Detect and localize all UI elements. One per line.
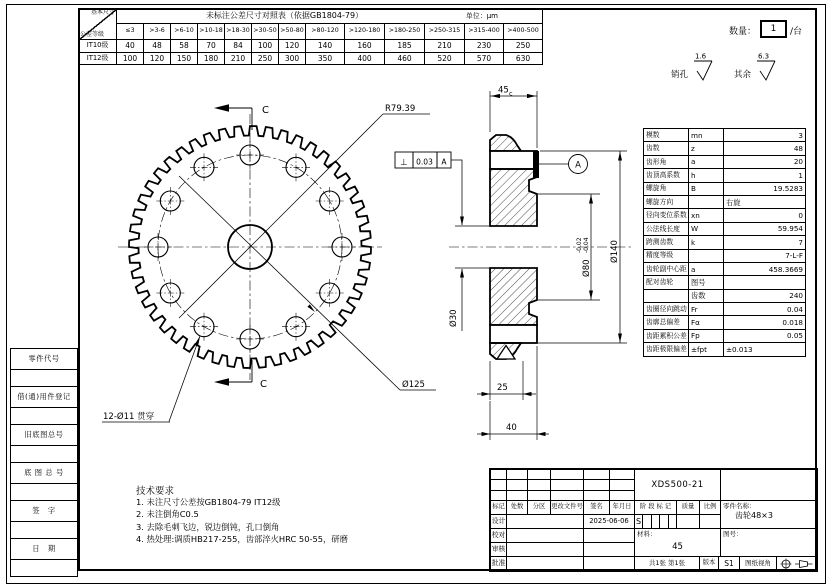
tolerance-table: 基本尺寸 公差等级 未标注公差尺寸对照表（依据GB1804-79） 单位：μm ≤3 >3-6 >6-10 >10-18 >18-30 >30-50 >50-80 >80-120 >120-180 >180-250 >250-315 >315-400 >400-500 IT10级 40 48 58 70 84 100 120 140 160 185 210 230 250 IT12级 100 120 150 180 210 250 300 350 400 460 520 570 630 <box>78 8 543 65</box>
tip-radius-leader <box>179 104 430 318</box>
rest-roughness-value: 6.3 <box>758 52 770 61</box>
margin-blank-box <box>10 483 78 501</box>
perp-value: 0.03 <box>416 157 433 167</box>
margin-label: 签 字 <box>10 500 78 522</box>
section-letter-top: C <box>262 105 269 116</box>
figure-number-cell <box>721 529 816 557</box>
margin-label-column <box>10 348 78 577</box>
dim-80-text: Ø80 <box>582 259 592 277</box>
projection-symbol-cell <box>777 557 816 570</box>
rest-roughness <box>734 53 775 81</box>
part-name-cell <box>721 501 816 529</box>
part-name-label: 零件名称： <box>723 502 756 510</box>
version-label: 版本 <box>700 557 719 570</box>
dim-rim-25 <box>477 361 536 400</box>
title-block: 标记 处数 分区 更改文件号 签名 年月日 设计 2025-06-06 校对 审核 批准 S XDS500-21 阶 段 标 记 质量 比例 零件名称： 齿轮48×3 材料： 45 图号： 共1张 第1张 版本 S1 图纸视角 <box>489 468 818 572</box>
dim-bore-30 <box>448 160 489 331</box>
dim-30-text: Ø30 <box>449 309 459 327</box>
rest-label: 其余 <box>734 70 752 80</box>
quantity-value: 1 <box>770 24 777 34</box>
rim-top-section <box>490 135 521 151</box>
quantity-box <box>760 20 787 38</box>
dim-80-upper-tol: -0.02 <box>576 237 583 253</box>
margin-label: 日 期 <box>10 538 78 560</box>
gear-section-view <box>449 135 633 359</box>
margin-blank-box <box>10 559 78 577</box>
dim-45-text: 45 <box>498 85 509 96</box>
sheet-count: 共1张 第1张 <box>635 557 700 570</box>
empty-top-cell <box>721 470 816 501</box>
bolt-circle-label: Ø125 <box>402 380 425 390</box>
datum-target-band <box>533 151 539 178</box>
margin-blank-box <box>10 521 78 539</box>
dim-45-fit: c <box>509 89 513 98</box>
rim-band-top <box>490 151 537 169</box>
bolt-circle-leader <box>179 176 436 390</box>
datum-letter: A <box>575 160 581 171</box>
pin-hole-roughness-value: 1.6 <box>695 52 707 61</box>
material-value: 45 <box>672 541 683 552</box>
projection-icon <box>778 558 815 570</box>
tech-requirement-item: 3. 去除毛刺飞边，锐边倒钝，孔口倒角 <box>136 521 280 532</box>
pin-hole-roughness <box>671 53 712 81</box>
margin-label: 旧底图总号 <box>10 424 78 446</box>
datum-balloon <box>539 155 588 174</box>
tech-requirements-title: 技术要求 <box>136 486 175 497</box>
dim-140-text: Ø140 <box>610 240 620 263</box>
margin-label: 借(通)用件登记 <box>10 386 78 408</box>
hub-top-section <box>490 169 537 226</box>
dim-step-40 <box>477 346 549 440</box>
dim-80-lower-tol: -0.04 <box>583 237 590 253</box>
mass-header: 质量 <box>677 501 700 515</box>
holes-label: 12-Ø11 贯穿 <box>103 412 155 422</box>
material-cell <box>635 529 721 557</box>
section-letter-bottom: C <box>260 379 267 390</box>
tech-requirement-item: 2. 未注倒角C0.5 <box>136 509 199 520</box>
drawing-number: XDS500-21 <box>635 470 721 501</box>
margin-label: 零件代号 <box>10 348 78 370</box>
pin-hole-label: 销孔 <box>671 70 689 80</box>
tech-requirement-item: 1. 未注尺寸公差按GB1804-79 IT12级 <box>136 497 281 507</box>
gear-parameter-table: 模数 mn 3 齿数 z 48 齿形角 a 20 齿顶高系数 h 1 螺旋角 B 19.5283 螺旋方向 右旋 径向变位系数 xn 0 公法线长度 W 59.954 跨测齿数 k 7 精度等级 7-L-F 齿轮副中心距 a 458.3669 配对齿轮 图号 齿数 240 齿圈径向跳动 Fr 0.04 齿廓总偏差 Fα 0.018 齿距累积公差 Fp 0.05 齿距极限偏差 ±fpt ±0.013 <box>643 128 806 357</box>
rim-band-bottom <box>490 325 537 343</box>
perp-symbol-icon: ⊥ <box>400 158 408 168</box>
scale-header: 比例 <box>700 501 721 515</box>
tech-requirements-list <box>136 496 348 546</box>
figure-number-label: 图号： <box>723 530 743 538</box>
margin-blank-box <box>10 369 78 387</box>
margin-blank-box <box>10 445 78 463</box>
tip-radius-label: R79.39 <box>385 104 416 114</box>
dim-25-text: 25 <box>497 383 508 393</box>
quantity-label: 数量： <box>728 27 756 37</box>
view-angle-label: 图纸视角 <box>740 557 777 570</box>
margin-blank-box <box>10 407 78 425</box>
part-name: 齿轮48×3 <box>735 510 773 520</box>
perpendicularity-frame <box>395 152 451 168</box>
material-label: 材料： <box>637 530 657 538</box>
tech-requirement-item: 4. 热处理:调质HB217-255，齿部淬火HRC 50-55，研磨 <box>136 534 348 545</box>
perp-datum: A <box>441 157 447 167</box>
quantity-unit: /台 <box>790 27 803 37</box>
margin-label: 底 图 总 号 <box>10 462 78 484</box>
stage-header: 阶 段 标 记 <box>635 501 677 515</box>
hub-bottom-section <box>490 268 537 325</box>
version-value: S1 <box>719 557 740 570</box>
dim-40-text: 40 <box>506 423 517 433</box>
